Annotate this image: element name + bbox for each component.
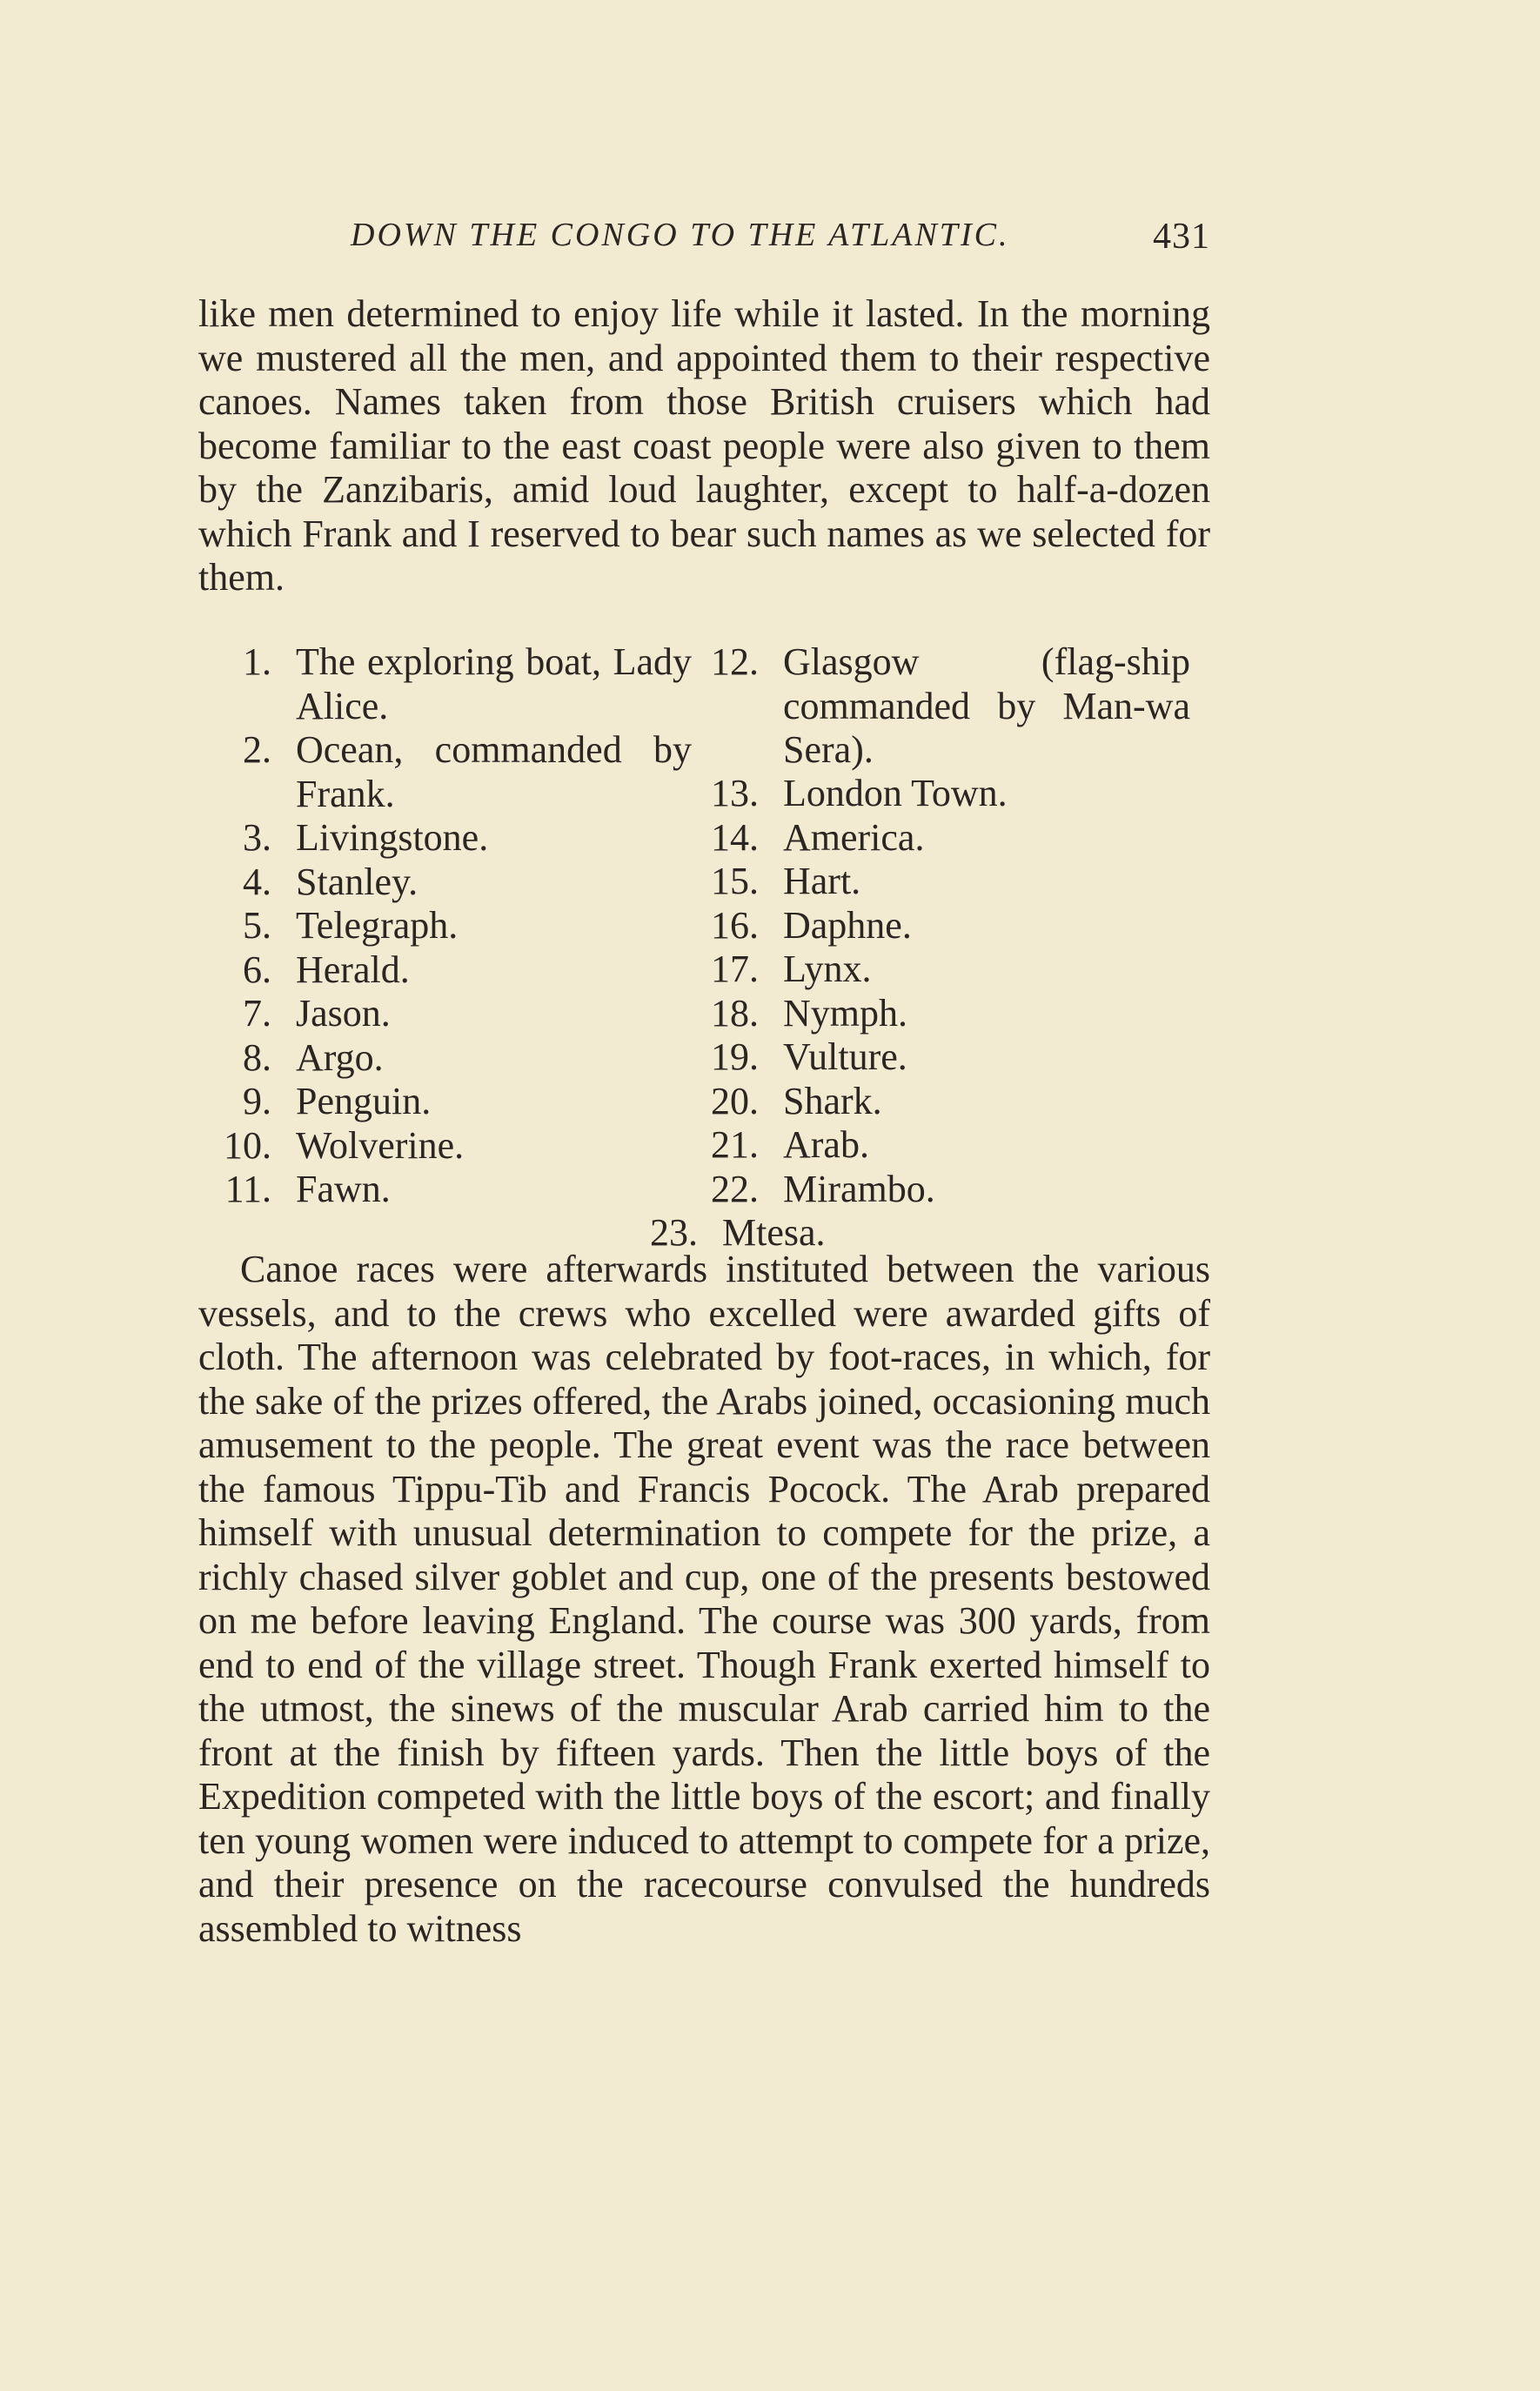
list-item-name: Stanley.: [296, 860, 418, 903]
canoe-list-right-column: [686, 640, 1210, 1211]
list-item: [686, 1080, 1210, 1124]
list-item-number: 7.: [243, 992, 271, 1035]
list-item-name: Daphne.: [783, 903, 912, 947]
list-item: [198, 1168, 720, 1212]
page-number: 431: [1153, 217, 1210, 257]
list-item-number: 11.: [224, 1168, 271, 1210]
list-item-number: 18.: [711, 991, 759, 1035]
list-item-number: 15.: [711, 860, 759, 902]
list-item-name: America.: [783, 815, 925, 859]
list-item-number: 20.: [711, 1079, 759, 1122]
list-item: [686, 1035, 1210, 1080]
list-item: [198, 1036, 720, 1081]
list-item: [198, 861, 720, 905]
list-item-name: Livingstone.: [296, 816, 489, 859]
list-item-name: Argo.: [296, 1035, 384, 1079]
running-title: DOWN THE CONGO TO THE ATLANTIC.: [351, 217, 1010, 253]
list-item-name: Penguin.: [296, 1080, 432, 1122]
list-item-name: Vulture.: [783, 1035, 907, 1078]
paragraph-intro: like men determined to enjoy life while it lasted. In the morning we mustered all the men, and appointed them to their respective canoes. Names taken from those British cruisers which had become familiar to the east coast people were also given to them by the Zanzibaris, amid loud laughter, except to half-a-dozen which Frank and I reserved to bear such names as we selected for them.: [198, 292, 1210, 599]
list-item-name: Nymph.: [783, 991, 907, 1035]
list-item-number: 5.: [243, 904, 271, 947]
list-item-number: 16.: [711, 903, 759, 947]
list-item: [686, 640, 1210, 772]
list-item-number: 2.: [243, 728, 271, 771]
list-item-number: 21.: [711, 1123, 759, 1166]
list-item-number: 9.: [243, 1080, 271, 1122]
list-item: [686, 992, 1210, 1036]
list-item: [686, 816, 1210, 861]
list-item-name: The exploring boat, Lady Alice.: [296, 640, 692, 727]
list-item-name: Wolverine.: [296, 1123, 465, 1167]
list-item-name: Jason.: [296, 992, 391, 1035]
list-item-number: 14.: [711, 815, 759, 859]
list-item-name: Mtesa.: [722, 1211, 826, 1254]
list-item-name: Shark.: [783, 1079, 882, 1122]
list-item: [686, 1123, 1210, 1168]
list-item-number: 19.: [711, 1035, 759, 1078]
list-item: [198, 1080, 720, 1124]
list-item-name: Ocean, commanded by Frank.: [296, 728, 692, 815]
list-item-number: 13.: [711, 772, 759, 814]
list-item-number: 6.: [243, 948, 271, 991]
list-item: [198, 816, 720, 861]
list-item-number: 10.: [224, 1123, 271, 1167]
list-item: [686, 904, 1210, 948]
list-item-name: Mirambo.: [783, 1167, 935, 1210]
running-head: [198, 216, 1210, 268]
list-item-number: 12.: [711, 640, 759, 683]
list-item: [198, 992, 720, 1036]
list-item: [198, 948, 720, 993]
list-item: [686, 948, 1210, 992]
list-item: [686, 1168, 1210, 1212]
list-item-number: 3.: [243, 816, 271, 859]
list-item-name: Telegraph.: [296, 904, 459, 947]
list-item-number: 23.: [650, 1211, 698, 1254]
paragraph-races: Canoe races were afterwards instituted between the various vessels, and to the crews who excelled were awarded gifts of cloth. The afternoon was celebrated by foot-races, in which, for the sake of the prizes offered, the Arabs joined, occasioning much amusement to the people. The great event was the race between the famous Tippu-Tib and Francis Pocock. The Arab prepared himself with unusual determination to compete for the prize, a richly chased silver goblet and cup, one of the presents bestowed on me before leaving England. The course was 300 yards, from end to end of the village street. Though Frank exerted himself to the utmost, the sinews of the muscular Arab carried him to the front at the finish by fifteen yards. Then the little boys of the Expedition competed with the little boys of the escort; and finally ten young women were induced to attempt to compete for a prize, and their presence on the racecourse convulsed the hundreds assembled to witness: [198, 1248, 1210, 1950]
list-item: [686, 772, 1210, 816]
list-item: [198, 904, 720, 948]
list-item-number: 17.: [711, 948, 759, 990]
list-item: [198, 728, 720, 816]
list-item-number: 4.: [243, 860, 271, 903]
list-item-name: Arab.: [783, 1123, 869, 1166]
list-item: [198, 640, 720, 728]
list-item-name: Hart.: [783, 860, 861, 902]
list-item-name: Lynx.: [783, 948, 872, 990]
list-item-number: 22.: [711, 1167, 759, 1210]
list-item-name: Herald.: [296, 948, 410, 991]
list-item-name: Fawn.: [296, 1168, 391, 1210]
list-item-number: 8.: [243, 1035, 271, 1079]
list-item-number: 1.: [243, 640, 271, 683]
canoe-list-left-column: [198, 640, 720, 1212]
list-item-name: Glasgow (flag-ship commanded by Man-wa Sera).: [783, 640, 1190, 771]
list-item: [198, 1124, 720, 1169]
list-item: [686, 860, 1210, 904]
list-item-name: London Town.: [783, 772, 1008, 814]
